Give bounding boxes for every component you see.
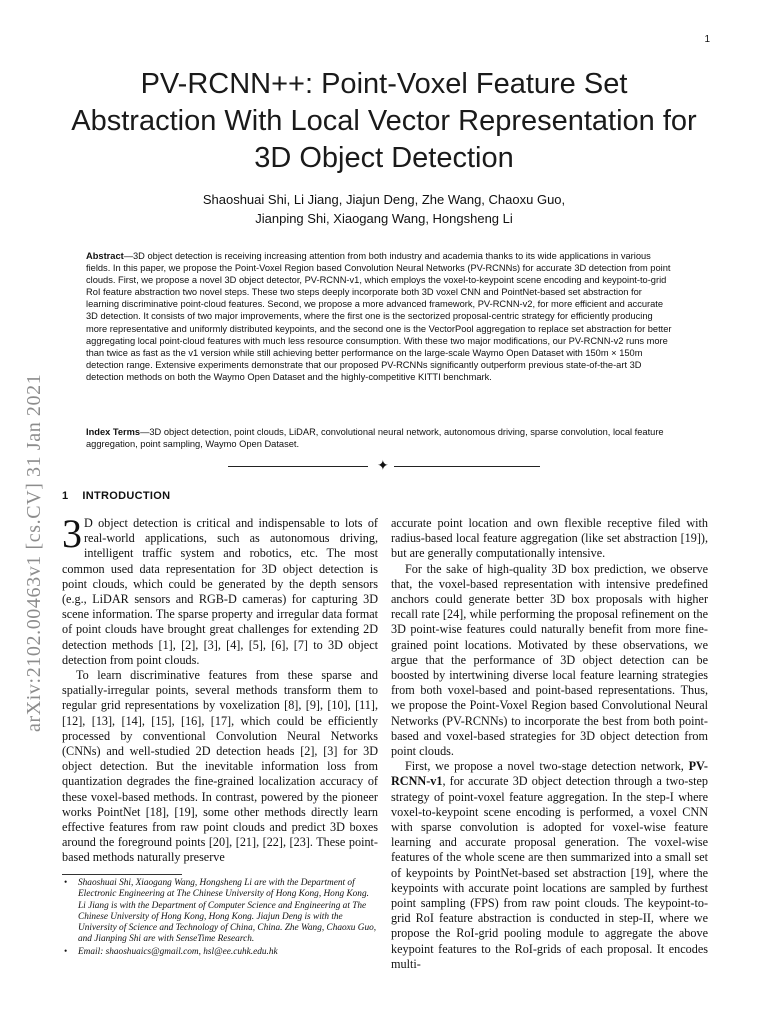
intro-paragraph-5 xyxy=(391,759,708,972)
paper-title xyxy=(40,66,728,177)
intro-paragraph-5-text: , for accurate 3D object detection through a two-step strategy of point-voxel feature aggregation. In the step-I where voxel-to-keypoint scene encoding is performed, a voxel CNN with sparse convolution is adopted for voxel-wise feature learning and accurate proposal generation. The voxel-wise features of the whole scene are then summarized into a small set of keypoints by PointNet-based set abstraction [19], where the keypoints with accurate point locations are sampled by furthest point sampling (FPS) from raw point clouds. The keypoint-to-grid RoI feature abstraction is conducted in step-II, where we propose the RoI-grid pooling module to aggregate the above keypoint features to the RoI-grids of each proposal. It encodes multi- xyxy=(391,774,708,971)
index-terms-label: Index Terms xyxy=(86,427,141,437)
footnote-affiliations: • Shaoshuai Shi, Xiaogang Wang, Hongsheng Li are with the Department of Electronic Engineering at The Chinese University of Hong Kong, Hong Kong. Li Jiang is with the Department of Computer Science and Engineering at The Chinese University of Hong Kong, Hong Kong. Jiajun Deng is with the University of Science and Technology of China, China. Zhe Wang, Chaoxu Guo, and Jianping Shi are with SenseTime Research. xyxy=(78,878,378,946)
separator-diamond-icon: ✦ xyxy=(377,458,389,474)
intro-paragraph-1-text: D object detection is critical and indispensable to lots of real-world applications, such as autonomous driving, intelligent traffic system and robotics, etc. The most common used data representation for 3D object detection is point clouds, which could be generated by the depth sensors (e.g., LiDAR sensors and RGB-D cameras) for capturing 3D scene information. The sparse property and irregular data format of point clouds have brought great challenges for extending 2D detection methods [1], [2], [3], [4], [5], [6], [7] to 3D object detection from point clouds. xyxy=(62,516,378,667)
abstract-label: Abstract xyxy=(86,251,124,261)
section-number: 1 xyxy=(62,490,69,502)
intro-paragraph-3: accurate point location and own flexible receptive filed with radius-based local feature aggregation (like set abstraction [19]), but are generally computationally intensive. xyxy=(391,516,708,561)
separator-line-left xyxy=(228,466,368,467)
author-list xyxy=(40,190,728,228)
author-line: Shaoshuai Shi, Li Jiang, Jiajun Deng, Zhe Wang, Chaoxu Guo, xyxy=(202,192,566,207)
section-title: INTRODUCTION xyxy=(82,490,171,502)
footnote-rule xyxy=(62,874,182,875)
pv-rcnn-v1-term: PV-RCNN-v1 xyxy=(391,759,708,789)
arxiv-stamp-text: arXiv:2102.00463v1 [cs.CV] 31 Jan 2021 xyxy=(23,373,45,732)
page-number: 1 xyxy=(704,34,710,45)
arxiv-stamp xyxy=(22,272,46,732)
title-line: PV-RCNN++: Point-Voxel Feature Set xyxy=(140,68,628,100)
left-column xyxy=(62,511,378,866)
footnotes xyxy=(62,878,378,959)
abstract xyxy=(86,250,676,383)
intro-paragraph-2: To learn discriminative features from these sparse and spatially-irregular points, several methods transform them to regular grid representations by voxelization [8], [9], [10], [11], [12], [13], [14], [15], [16], [17], which could be efficiently processed by conventional Convolution Neural Networks (CNNs) and well-studied 2D detection heads [2], [3] for 3D object detection. But the inevitable information loss from quantization degrades the fine-grained localization accuracy of these voxel-based methods. In contrast, powered by the pioneer works PointNet [18], [19], some other methods directly learn effective features from raw point clouds and predict 3D boxes around the foreground points [20], [21], [22], [23]. These point-based methods naturally preserve xyxy=(62,668,378,865)
abstract-text: —3D object detection is receiving increasing attention from both industry and academia thanks to its wide applications in various fields. In this paper, we propose the Point-Voxel Region based Convolution Neural Networks (PV-RCNNs) for accurate 3D detection from point clouds. First, we propose a novel 3D object detector, PV-RCNN-v1, which employs the voxel-to-keypoint scene encoding and keypoint-to-grid RoI feature abstraction two novel steps. These two steps deeply incorporate both 3D voxel CNN and PointNet-based set abstraction for learning discriminative point-cloud features. Second, we propose a more advanced framework, PV-RCNN-v2, for more efficient and accurate 3D detection. It consists of two major improvements, where the first one is the sectorized proposal-centric strategy for efficiently producing more representative and uniformly distributed keypoints, and the second one is the VectorPool aggregation to replace set abstraction for better aggregating local point-cloud features with much less resource consumption. With these two major modifications, our PV-RCNN-v2 runs more than twice as fast as the v1 version while still achieving better performance on the large-scale Waymo Open Dataset with 150m × 150m detection range. Extensive experiments demonstrate that our proposed PV-RCNNs significantly outperform previous state-of-the-art 3D detection methods on both the Waymo Open Dataset and the highly-competitive KITTI benchmark. xyxy=(86,251,672,382)
index-terms xyxy=(86,426,676,450)
separator-line-right xyxy=(394,466,540,467)
author-line: Jianping Shi, Xiaogang Wang, Hongsheng Li xyxy=(255,211,513,226)
intro-paragraph-1 xyxy=(62,511,378,668)
section-heading xyxy=(62,490,170,502)
index-terms-text: —3D object detection, point clouds, LiDAR, convolutional neural network, autonomous driving, sparse convolution, local feature aggregation, point sampling, Waymo Open Dataset. xyxy=(86,427,664,450)
drop-cap: 3 xyxy=(62,511,82,556)
intro-paragraph-4: For the sake of high-quality 3D box prediction, we observe that, the voxel-based representation with intensive predefined anchors could generate better 3D box proposals with higher recall rate [24], while performing the proposal refinement on the 3D point-wise features could naturally benefit from more fine-grained point locations. Motivated by these observations, we argue that the performance of 3D object detection can be boosted by intertwining diverse local feature learning strategies from both voxel-based and point-based representations. Thus, we propose the Point-Voxel Region based Convolutional Neural Networks (PV-RCNNs) to incorporate the best from both point-based and voxel-based strategies for 3D object detection from point clouds. xyxy=(391,561,708,759)
title-line: Abstraction With Local Vector Representation for xyxy=(71,105,697,137)
intro-paragraph-5-lead: First, we propose a novel two-stage detection network, xyxy=(405,759,689,774)
right-column xyxy=(391,516,708,972)
footnote-email: • Email: shaoshuaics@gmail.com, hsl@ee.cuhk.edu.hk xyxy=(78,947,378,958)
title-line: 3D Object Detection xyxy=(254,142,514,174)
